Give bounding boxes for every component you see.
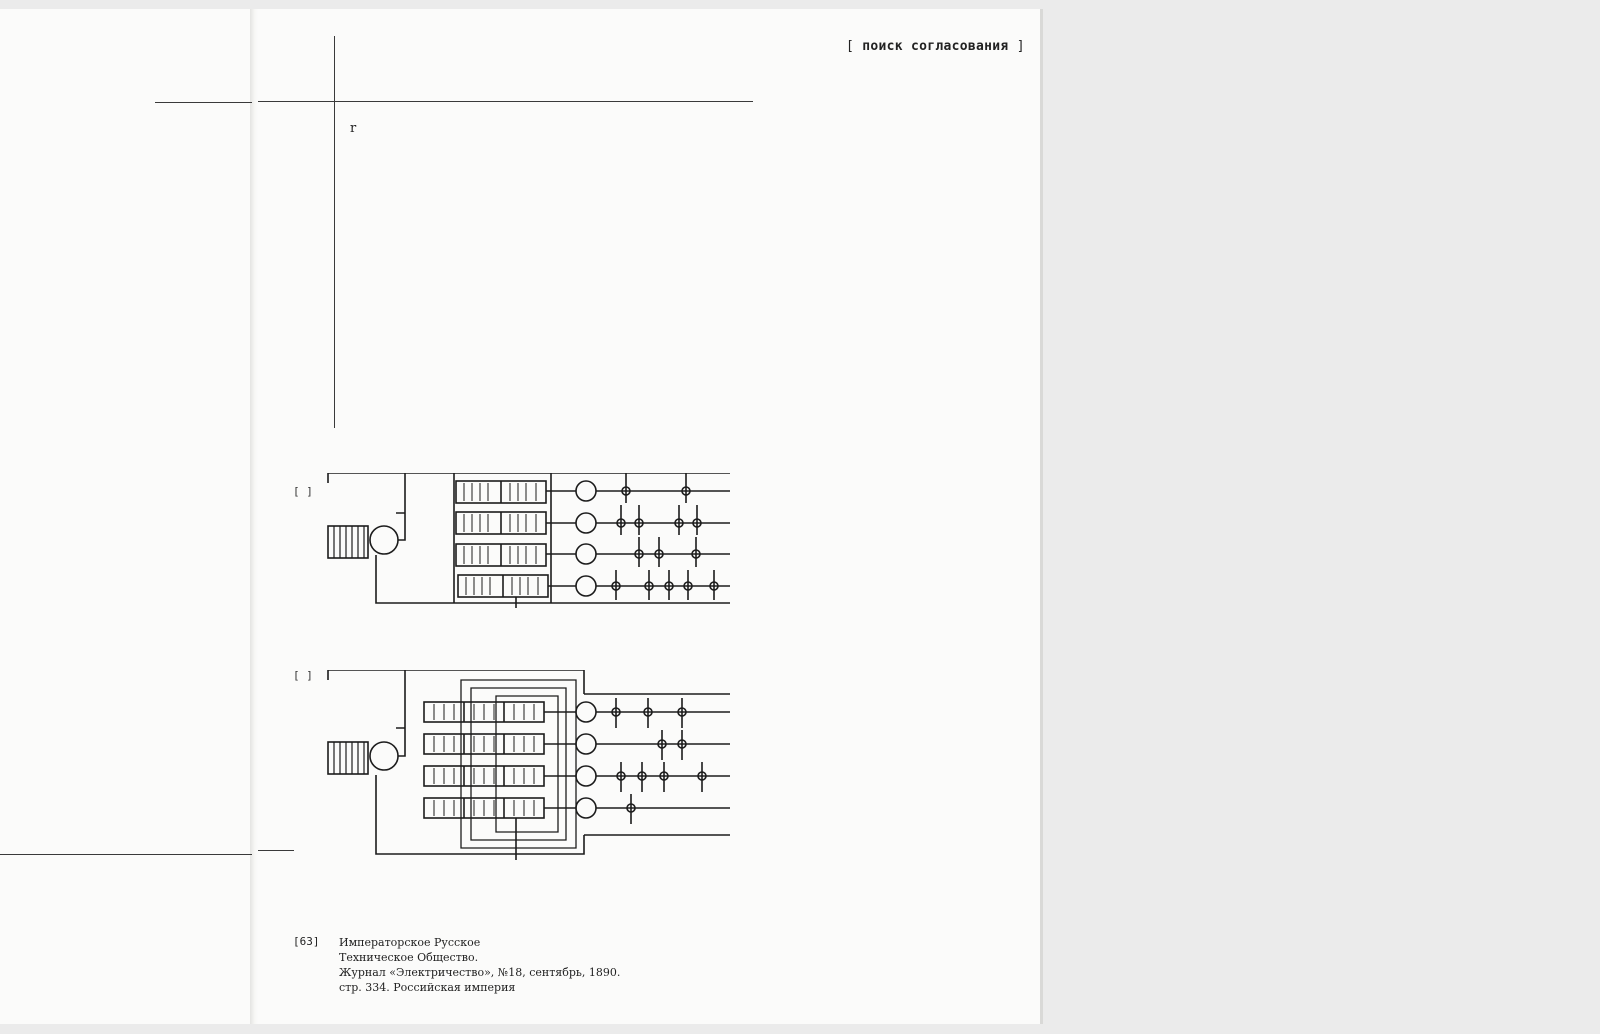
caption-text (339, 935, 620, 995)
book-spread (0, 9, 1043, 1024)
left-page-top-rule (155, 102, 252, 103)
caption-ref: [63] (293, 935, 320, 948)
marker-letter: r (350, 121, 357, 136)
caption-line: Императорское Русское (339, 936, 481, 949)
circuit-diagram-1 (326, 473, 730, 619)
caption-line: Техническое Общество. (339, 951, 479, 964)
book-gutter (250, 9, 258, 1024)
figure-1-ref: [ ] (293, 485, 313, 498)
label-close-bracket: ] (1016, 39, 1025, 54)
label-open-bracket: [ (846, 39, 855, 54)
section-label (846, 39, 1025, 54)
right-page-bottom-rule (258, 850, 294, 851)
section-label-text: поиск согласования (862, 39, 1009, 54)
right-page-top-rule (258, 101, 753, 102)
caption-line: стр. 334. Российская империя (339, 981, 516, 994)
figure-2-ref: [ ] (293, 669, 313, 682)
vertical-rule (334, 36, 335, 428)
caption-line: Журнал «Электричество», №18, сентябрь, 1890. (339, 966, 621, 979)
circuit-diagram-2 (326, 670, 730, 864)
page-edge (1040, 9, 1043, 1024)
left-page-bottom-rule (0, 854, 252, 855)
